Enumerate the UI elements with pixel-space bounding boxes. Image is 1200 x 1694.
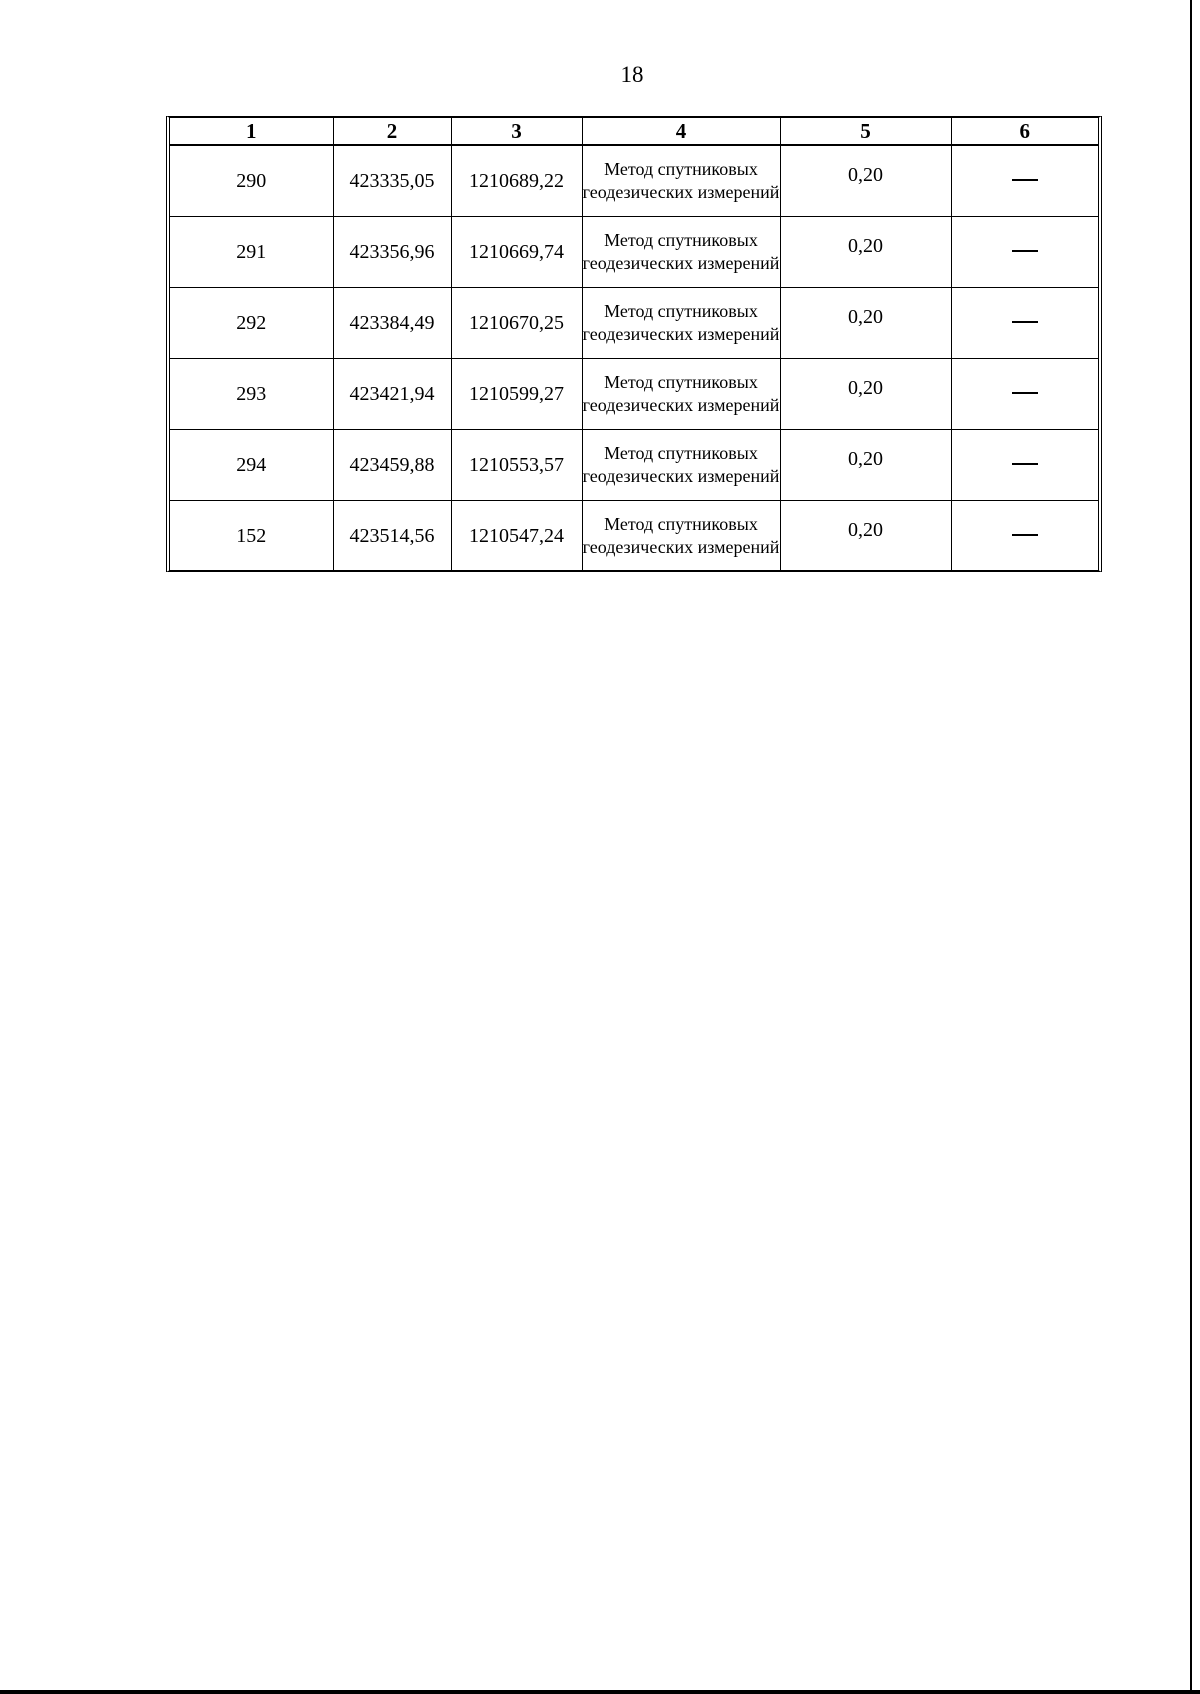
accuracy-value: 0,20 xyxy=(848,376,883,399)
coordinates-table-frame xyxy=(166,116,1102,572)
coordinate-y: 1210553,57 xyxy=(451,430,582,501)
note-cell xyxy=(951,359,1098,430)
dash-mark xyxy=(1012,534,1038,536)
table-row xyxy=(170,501,1098,572)
method-cell: Метод спутниковых геодезических измерений xyxy=(582,501,780,572)
point-number: 290 xyxy=(170,145,333,217)
note-cell xyxy=(951,145,1098,217)
note-cell xyxy=(951,288,1098,359)
column-header: 4 xyxy=(582,118,780,145)
column-header: 6 xyxy=(951,118,1098,145)
method-cell: Метод спутниковых геодезических измерений xyxy=(582,217,780,288)
table-row xyxy=(170,217,1098,288)
dash-mark xyxy=(1012,321,1038,323)
coordinate-y: 1210599,27 xyxy=(451,359,582,430)
page-edge-bottom xyxy=(0,1690,1200,1694)
coordinate-x: 423335,05 xyxy=(333,145,451,217)
coordinate-y: 1210547,24 xyxy=(451,501,582,572)
coordinate-x: 423384,49 xyxy=(333,288,451,359)
table-row xyxy=(170,359,1098,430)
accuracy-value: 0,20 xyxy=(848,234,883,257)
accuracy-value: 0,20 xyxy=(848,447,883,470)
column-header: 5 xyxy=(780,118,951,145)
accuracy-cell xyxy=(780,430,951,501)
accuracy-value: 0,20 xyxy=(848,518,883,541)
point-number: 292 xyxy=(170,288,333,359)
coordinate-x: 423356,96 xyxy=(333,217,451,288)
dash-mark xyxy=(1012,250,1038,252)
point-number: 293 xyxy=(170,359,333,430)
coordinate-x: 423514,56 xyxy=(333,501,451,572)
coordinates-table xyxy=(170,118,1098,571)
accuracy-cell xyxy=(780,288,951,359)
note-cell xyxy=(951,217,1098,288)
point-number: 294 xyxy=(170,430,333,501)
coordinate-x: 423421,94 xyxy=(333,359,451,430)
accuracy-value: 0,20 xyxy=(848,163,883,186)
table-row xyxy=(170,288,1098,359)
dash-mark xyxy=(1012,463,1038,465)
column-header: 1 xyxy=(170,118,333,145)
column-header: 2 xyxy=(333,118,451,145)
method-cell: Метод спутниковых геодезических измерений xyxy=(582,145,780,217)
note-cell xyxy=(951,501,1098,572)
page-number: 18 xyxy=(620,62,644,87)
accuracy-value: 0,20 xyxy=(848,305,883,328)
dash-mark xyxy=(1012,392,1038,394)
coordinate-x: 423459,88 xyxy=(333,430,451,501)
method-cell: Метод спутниковых геодезических измерений xyxy=(582,359,780,430)
coordinate-y: 1210689,22 xyxy=(451,145,582,217)
accuracy-cell xyxy=(780,359,951,430)
column-header: 3 xyxy=(451,118,582,145)
table-row xyxy=(170,430,1098,501)
note-cell xyxy=(951,430,1098,501)
coordinate-y: 1210670,25 xyxy=(451,288,582,359)
point-number: 291 xyxy=(170,217,333,288)
method-cell: Метод спутниковых геодезических измерений xyxy=(582,430,780,501)
dash-mark xyxy=(1012,179,1038,181)
accuracy-cell xyxy=(780,501,951,572)
method-cell: Метод спутниковых геодезических измерений xyxy=(582,288,780,359)
table-header-row xyxy=(170,118,1098,145)
page-edge-right xyxy=(1190,0,1192,1694)
accuracy-cell xyxy=(780,217,951,288)
accuracy-cell xyxy=(780,145,951,217)
point-number: 152 xyxy=(170,501,333,572)
coordinate-y: 1210669,74 xyxy=(451,217,582,288)
table-row xyxy=(170,145,1098,217)
